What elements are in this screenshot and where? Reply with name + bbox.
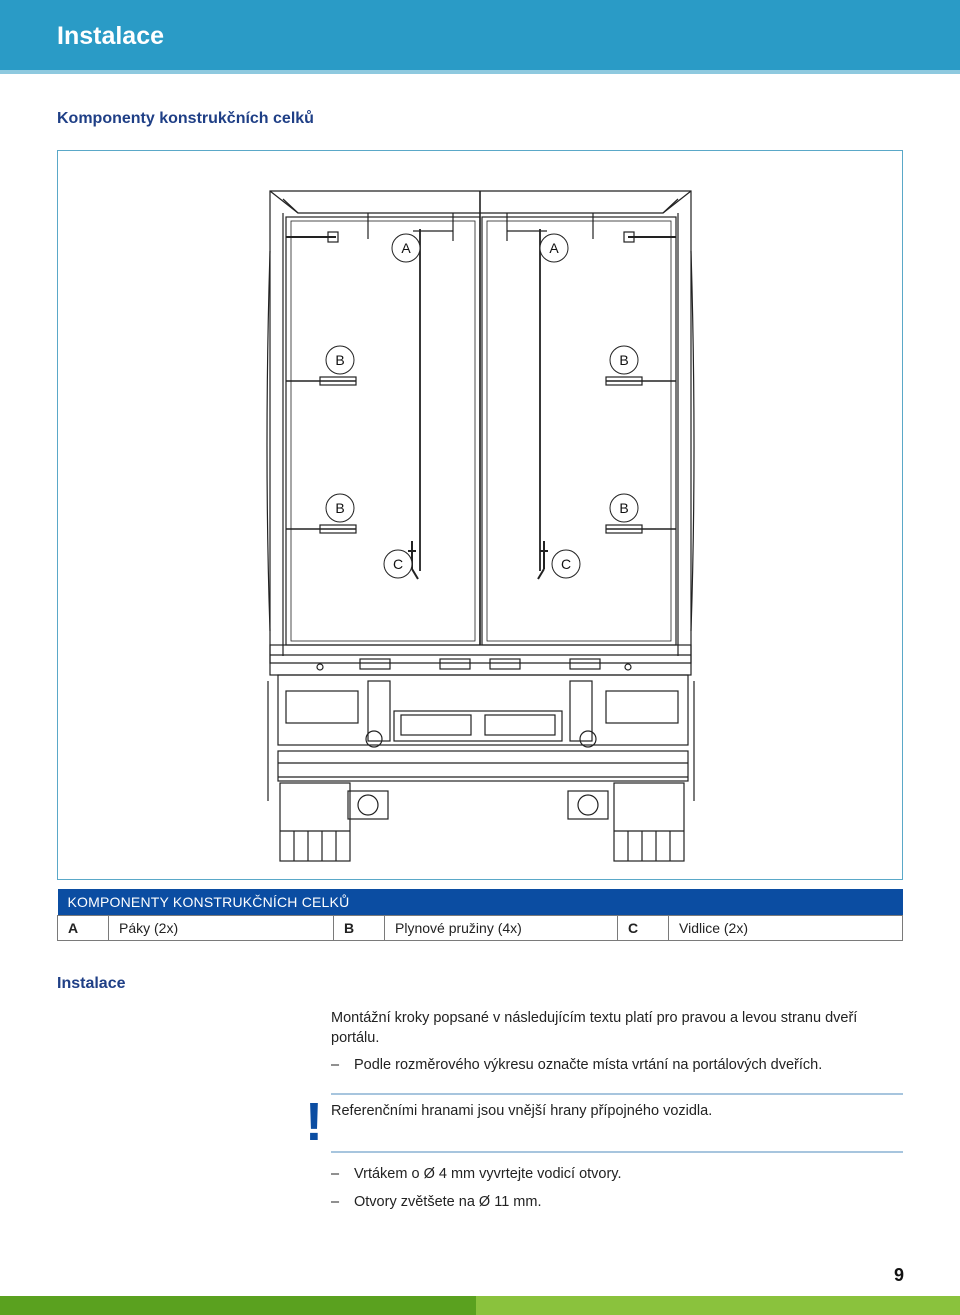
page-number: 9 [893, 1265, 904, 1285]
label-c-right: C [560, 556, 572, 572]
legend-text-c: Vidlice (2x) [669, 916, 903, 941]
label-b-right-lower: B [619, 500, 629, 516]
step-dash: – [331, 1057, 340, 1073]
installation-intro: Montážní kroky popsané v následujícím textu platí pro pravou a levou stranu dveří portálu. [331, 1010, 858, 1046]
page-header [0, 0, 960, 74]
trailer-rear-drawing [57, 150, 903, 880]
legend-text-a: Páky (2x) [109, 916, 334, 941]
legend-key-c: C [618, 916, 669, 941]
warning-bottom-rule [331, 1151, 903, 1153]
step-dash: – [331, 1194, 340, 1210]
warning-icon: ! [305, 1092, 323, 1152]
legend-key-b: B [334, 916, 385, 941]
step-pilot-holes [331, 1166, 622, 1182]
legend-text-b: Plynové pružiny (4x) [385, 916, 618, 941]
footer-bar-dark [0, 1296, 476, 1315]
label-b-left-lower: B [335, 500, 345, 516]
legend-heading: KOMPONENTY KONSTRUKČNÍCH CELKŮ [58, 889, 903, 916]
step-text: Vrtákem o Ø 4 mm vyvrtejte vodicí otvory. [354, 1166, 622, 1182]
step-enlarge-holes [331, 1194, 542, 1210]
technical-drawing [58, 151, 904, 881]
components-legend-table [57, 889, 903, 941]
label-b-right-upper: B [619, 352, 629, 368]
legend-key-a: A [58, 916, 109, 941]
label-a-right: A [549, 240, 559, 256]
label-a-left: A [401, 240, 411, 256]
label-c-left: C [392, 556, 404, 572]
footer-bar-light [476, 1296, 960, 1315]
header-title: Instalace [57, 22, 165, 50]
installation-title: Instalace [57, 975, 126, 992]
step-text: Otvory zvětšete na Ø 11 mm. [354, 1194, 542, 1210]
legend-row [58, 916, 903, 941]
warning-top-rule [331, 1093, 903, 1095]
step-mark-drilling [331, 1057, 822, 1073]
step-dash: – [331, 1166, 340, 1182]
legend-header-row [58, 889, 903, 916]
label-b-left-upper: B [335, 352, 345, 368]
warning-text: Referenčními hranami jsou vnější hrany přípojného vozidla. [331, 1103, 713, 1119]
step-text: Podle rozměrového výkresu označte místa vrtání na portálových dveřích. [354, 1057, 823, 1073]
section-title: Komponenty konstrukčních celků [57, 110, 314, 127]
